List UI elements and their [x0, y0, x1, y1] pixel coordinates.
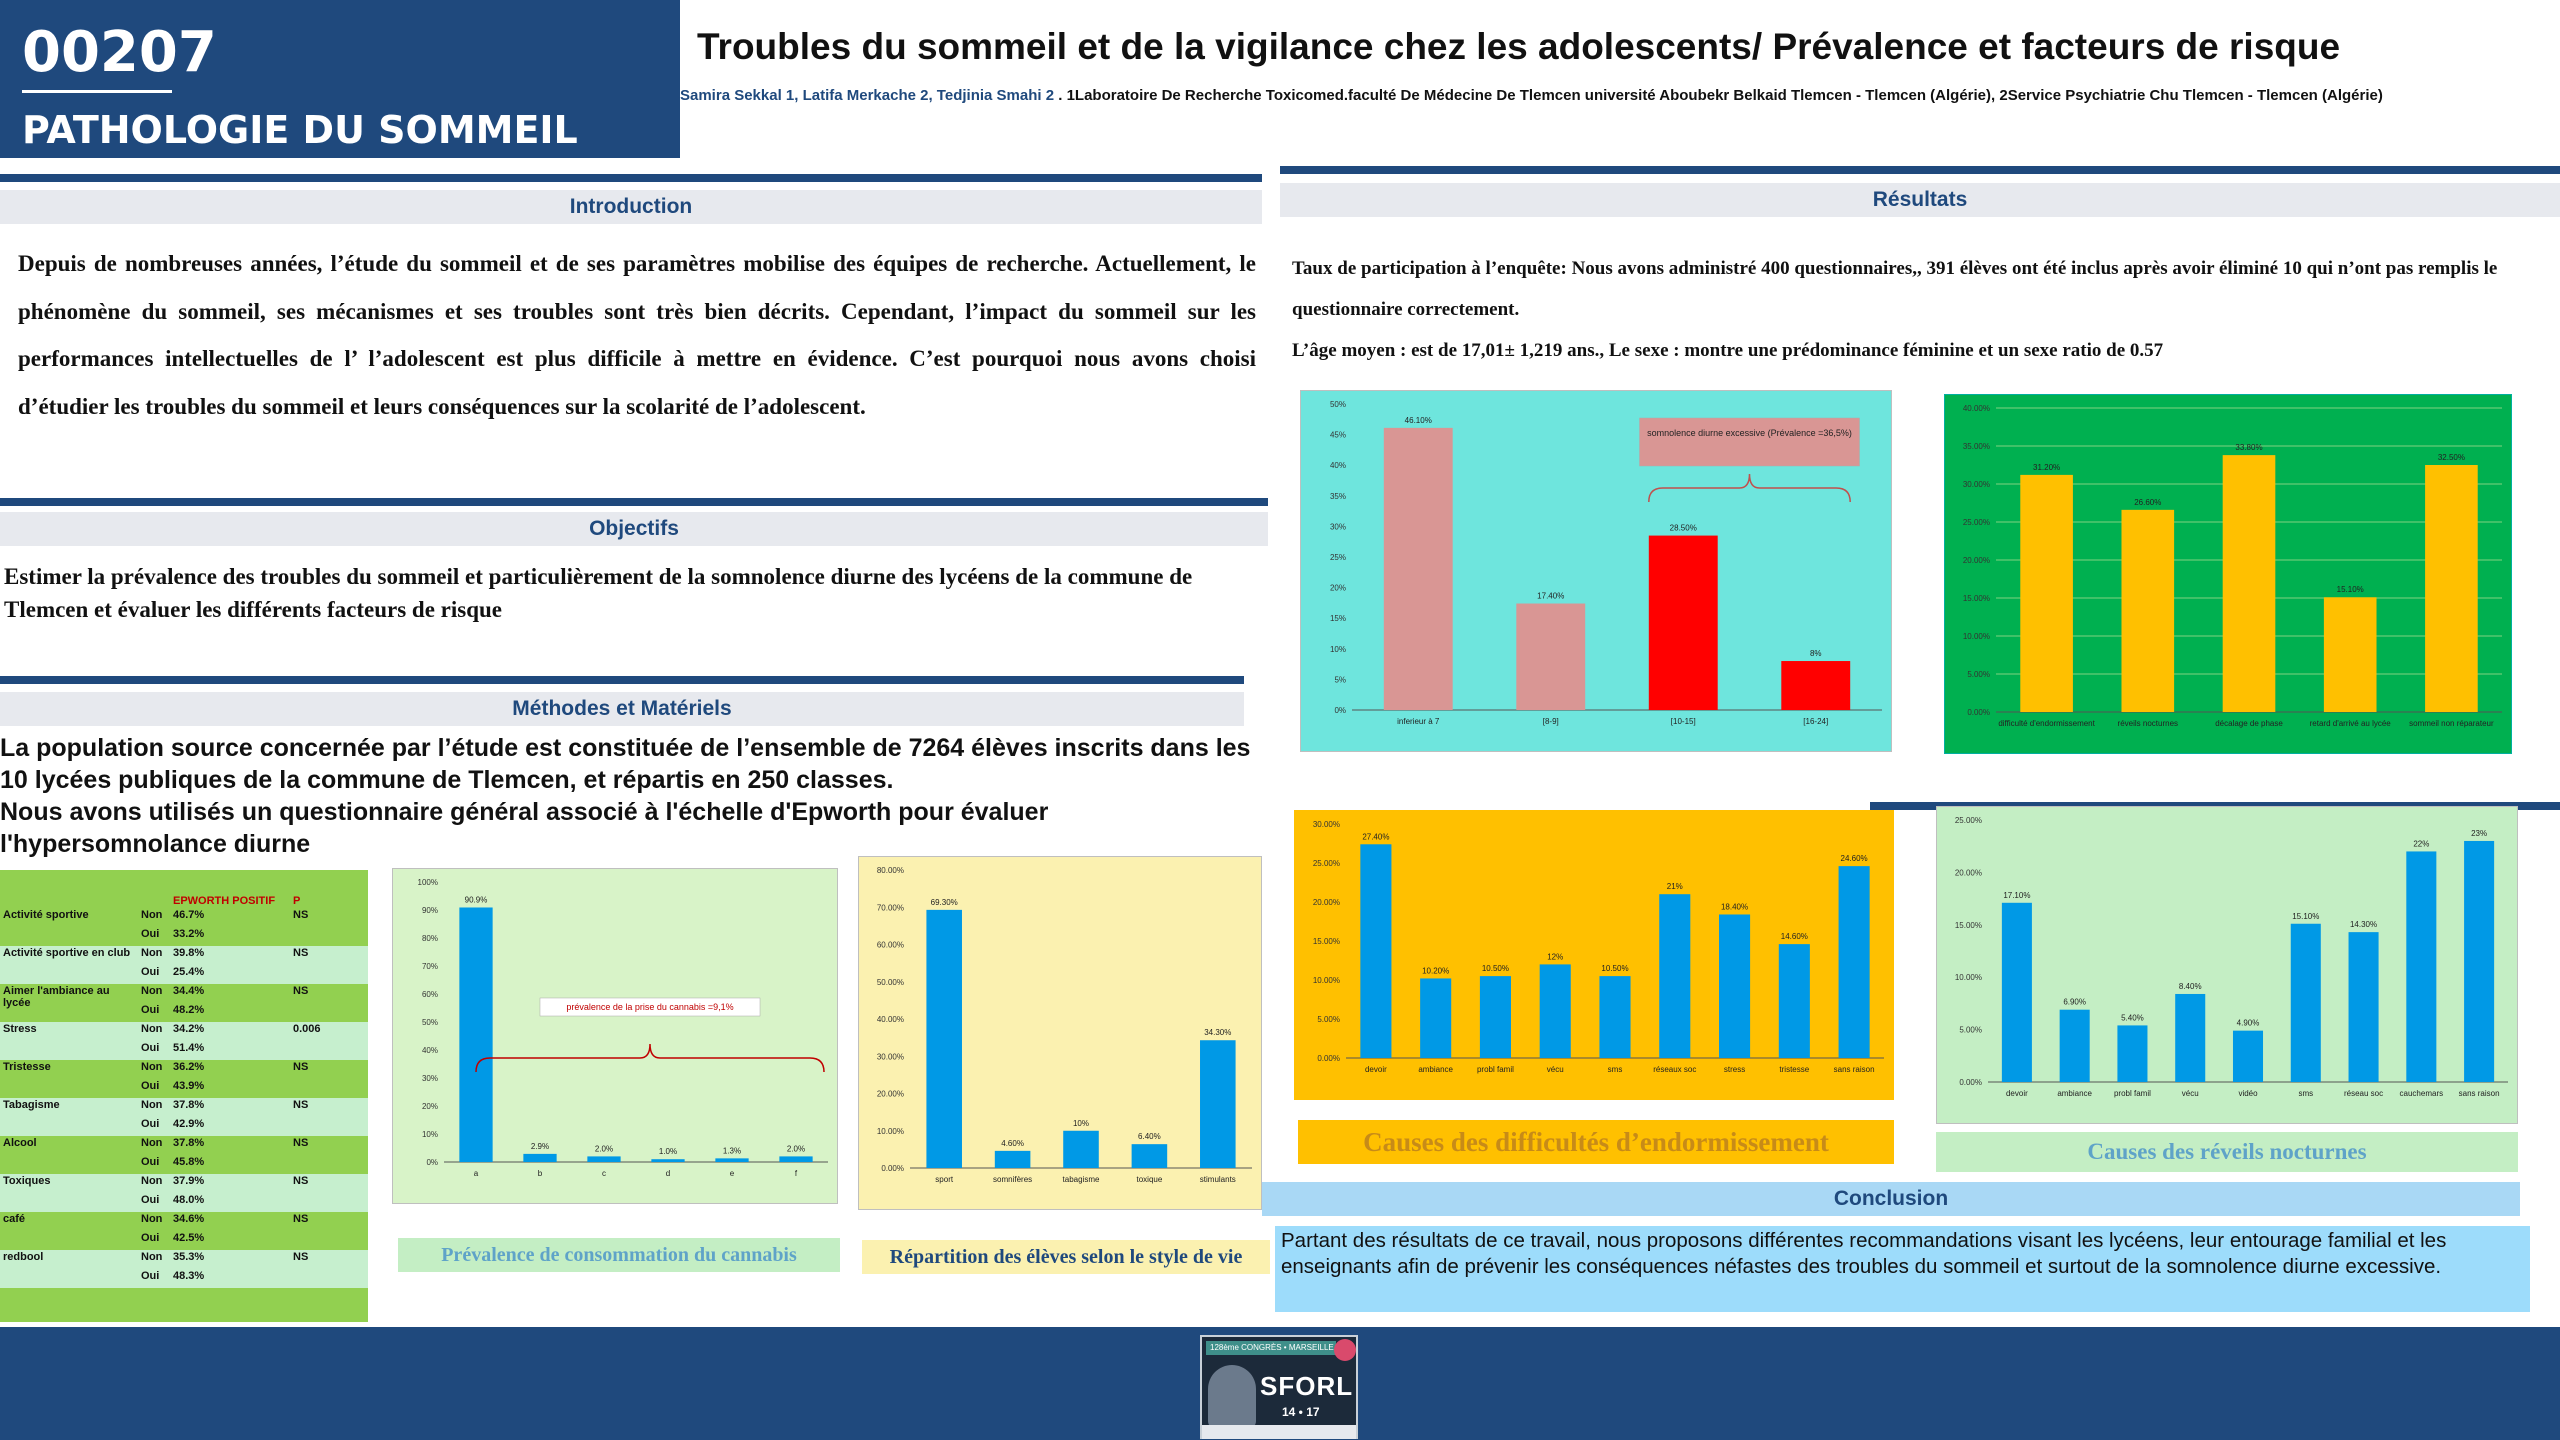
x-tick-label: a	[473, 1169, 479, 1178]
x-tick-label: cauchemars	[2399, 1089, 2444, 1098]
non-label: Non	[141, 1213, 163, 1225]
participation-text: : Nous avons administré 400 questionnaires,, 391 élèves ont été inclus après avoir éliminé 10 qui n’ont pas remplis le questionnaire correctement.	[1292, 258, 2498, 320]
logo-badge-icon	[1334, 1339, 1356, 1361]
oui-value: 45.8%	[173, 1156, 205, 1168]
logo-name: SFORL	[1260, 1371, 1354, 1401]
y-tick-label: 10.00%	[1312, 976, 1340, 985]
non-value: 37.8%	[170, 1098, 290, 1117]
bar	[2349, 932, 2379, 1082]
data-label: 4.60%	[1001, 1138, 1024, 1148]
x-tick-label: vécu	[2181, 1089, 2199, 1098]
x-tick-label: b	[537, 1169, 543, 1178]
data-label: 10.20%	[1422, 966, 1450, 976]
x-tick-label: tristesse	[1779, 1065, 1810, 1074]
x-tick-label: sans raison	[1833, 1065, 1875, 1074]
oui-label: Oui	[141, 1232, 160, 1244]
y-tick-label: 45%	[1329, 430, 1346, 440]
data-label: 28.50%	[1669, 523, 1697, 533]
non-label: Non	[141, 909, 163, 921]
y-tick-label: 20%	[421, 1102, 438, 1111]
non-label: Non	[141, 1061, 163, 1073]
logo-portrait-icon	[1208, 1365, 1256, 1429]
resultats-heading: Résultats	[1280, 183, 2560, 217]
y-tick-label: 15.00%	[1312, 937, 1340, 946]
bar	[1659, 894, 1690, 1058]
divider	[22, 90, 172, 93]
non-label: Non	[141, 1137, 163, 1149]
table-row	[0, 1174, 368, 1193]
y-tick-label: 70%	[421, 962, 438, 971]
factor-cell: Alcool	[3, 1137, 37, 1149]
oui-value: 42.9%	[170, 1117, 290, 1136]
data-label: 6.90%	[2063, 997, 2087, 1007]
table-row	[0, 1250, 368, 1269]
data-label: 8.40%	[2178, 981, 2202, 991]
y-tick-label: 50%	[1329, 400, 1346, 409]
bar	[1384, 428, 1453, 710]
x-tick-label: probl famil	[1476, 1065, 1514, 1074]
y-tick-label: 25.00%	[1962, 518, 1990, 527]
section-bar	[0, 498, 1268, 506]
x-tick-label: tabagisme	[1062, 1175, 1100, 1184]
p-value: NS	[293, 1213, 309, 1225]
introduction-heading: Introduction	[0, 190, 1262, 224]
data-label: 90.9%	[464, 895, 488, 905]
data-label: 18.40%	[1720, 902, 1749, 912]
data-label: 21%	[1666, 882, 1683, 892]
y-tick-label: 20%	[1329, 583, 1346, 593]
data-label: 2.0%	[594, 1144, 614, 1154]
y-tick-label: 10%	[421, 1130, 438, 1139]
y-tick-label: 20.00%	[1954, 868, 1982, 878]
y-tick-label: 0%	[426, 1158, 438, 1167]
objectifs-heading: Objectifs	[0, 512, 1268, 546]
x-tick-label: sans raison	[2458, 1089, 2500, 1098]
p-header: P	[290, 870, 368, 908]
resultats-line-1	[1292, 248, 2522, 330]
non-label: Non	[138, 946, 170, 965]
x-tick-label: sms	[2298, 1089, 2314, 1098]
x-tick-label: [8-9]	[1542, 717, 1559, 726]
factor-cell: redbool	[0, 1250, 138, 1288]
bar	[1540, 964, 1571, 1058]
oui-label: Oui	[138, 1269, 170, 1288]
introduction-text: Depuis de nombreuses années, l’étude du sommeil et de ses paramètres mobilise des équipes de recherche. Actuellement, le phénomène du sommeil, ses mécanismes et ses troubles sont très bien décrits. Cependant, l’impact du sommeil sur les performances intellectuelles de l’ l’adolescent est plus difficile à mettre en évidence. C’est pourquoi nous avons choisi d’étudier les troubles du sommeil et leurs conséquences sur la scolarité de l’adolescent.	[18, 251, 1256, 419]
table-row	[0, 1212, 368, 1231]
y-tick-label: 30.00%	[1312, 820, 1340, 829]
non-label: Non	[141, 985, 163, 997]
data-label: 17.10%	[2003, 890, 2031, 900]
y-tick-label: 5.00%	[1317, 1015, 1340, 1024]
non-value: 34.6%	[173, 1213, 205, 1225]
table-row	[0, 984, 368, 1003]
data-label: 4.90%	[2236, 1018, 2260, 1028]
bar	[2223, 455, 2276, 712]
y-tick-label: 40.00%	[1962, 404, 1990, 413]
non-label: Non	[138, 1022, 170, 1041]
poster-topic: PATHOLOGIE DU SOMMEIL	[22, 108, 578, 152]
data-label: 26.60%	[2134, 497, 2162, 507]
x-tick-label: inferieur à 7	[1397, 717, 1440, 726]
bar	[715, 1158, 748, 1162]
data-label: 15.10%	[2292, 911, 2320, 921]
x-tick-label: vidéo	[2238, 1089, 2258, 1098]
factor-cell: Toxiques	[0, 1174, 138, 1212]
oui-label: Oui	[138, 1117, 170, 1136]
p-value: NS	[290, 1098, 368, 1136]
bar	[1480, 976, 1511, 1058]
factor-cell: Tabagisme	[0, 1098, 138, 1136]
caption-reveils: Causes des réveils nocturnes	[1936, 1132, 2518, 1172]
bar	[1063, 1131, 1099, 1168]
y-tick-label: 80%	[421, 934, 438, 943]
authors	[680, 86, 2510, 106]
data-label: 22%	[2413, 839, 2430, 849]
x-tick-label: décalage de phase	[2215, 719, 2283, 728]
bar	[1781, 661, 1850, 710]
non-value: 34.2%	[170, 1022, 290, 1041]
bar	[2002, 903, 2032, 1082]
bar	[1200, 1040, 1236, 1168]
section-bar	[1280, 166, 2560, 174]
factor-cell: Tristesse	[3, 1061, 51, 1073]
chart-age-somnolence	[1300, 390, 1892, 752]
bar	[1132, 1144, 1168, 1168]
x-tick-label: sport	[935, 1175, 954, 1184]
logo-dates: 14 • 17	[1282, 1405, 1320, 1419]
annotation-text: somnolence diurne excessive (Prévalence =36,5%)	[1647, 428, 1852, 438]
y-tick-label: 60.00%	[876, 940, 904, 950]
non-value: 39.8%	[170, 946, 290, 965]
non-value: 35.3%	[170, 1250, 290, 1269]
epworth-table	[0, 870, 368, 1322]
bar	[2425, 465, 2478, 712]
non-value: 37.9%	[170, 1174, 290, 1193]
bar	[2464, 841, 2494, 1082]
table-row	[0, 946, 368, 965]
y-tick-label: 10.00%	[876, 1126, 904, 1136]
y-tick-label: 5.00%	[1967, 670, 1990, 679]
data-label: 32.50%	[2437, 453, 2465, 462]
y-tick-label: 15%	[1329, 614, 1346, 624]
participation-label: Taux de participation à l’enquête	[1292, 258, 1561, 279]
y-tick-label: 30.00%	[1962, 480, 1990, 489]
y-tick-label: 35%	[1329, 491, 1346, 501]
bar	[2060, 1010, 2090, 1082]
y-tick-label: 25.00%	[1954, 816, 1982, 825]
p-value: NS	[293, 909, 309, 921]
x-tick-label: vécu	[1546, 1065, 1564, 1074]
p-value: NS	[293, 985, 309, 997]
non-value: 36.2%	[173, 1061, 205, 1073]
poster-id-box	[0, 0, 680, 158]
non-value: 34.4%	[173, 985, 205, 997]
caption-cannabis: Prévalence de consommation du cannabis	[398, 1238, 840, 1272]
y-tick-label: 30%	[421, 1074, 438, 1083]
y-tick-label: 30.00%	[876, 1052, 904, 1062]
bar	[459, 907, 492, 1162]
caption-endormissement: Causes des difficultés d’endormissement	[1298, 1120, 1894, 1164]
data-label: 8%	[1809, 649, 1822, 659]
poster-id: 00207	[22, 20, 217, 85]
bar	[2117, 1025, 2147, 1082]
data-label: 33.80%	[2235, 443, 2263, 453]
table-row	[0, 1098, 368, 1117]
data-label: 17.40%	[1537, 591, 1565, 601]
resultats-text	[1292, 248, 2522, 371]
data-label: 46.10%	[1404, 415, 1432, 425]
non-value: 37.8%	[173, 1137, 205, 1149]
methodes-heading: Méthodes et Matériels	[0, 692, 1244, 726]
bar	[1599, 976, 1630, 1058]
conclusion-text: Partant des résultats de ce travail, nous proposons différentes recommandations visant les lycéens, leur entourage familial et les enseignants afin de prévenir les conséquences néfastes des troubles du sommeil et surtout de la somnolence diurne excessive.	[1275, 1226, 2530, 1312]
y-tick-label: 40.00%	[876, 1015, 904, 1024]
data-label: 10%	[1072, 1118, 1090, 1128]
non-value: 46.7%	[173, 909, 205, 921]
x-tick-label: ambiance	[1418, 1065, 1454, 1074]
annotation-text: prévalence de la prise du cannabis =9,1%	[566, 1002, 734, 1012]
methodes-text	[0, 732, 1275, 860]
oui-label: Oui	[138, 1041, 170, 1060]
table-row	[0, 1022, 368, 1041]
oui-label: Oui	[141, 928, 160, 940]
factor-cell: Aimer l'ambiance au lycée	[3, 985, 110, 1009]
x-tick-label: devoir	[2005, 1089, 2028, 1098]
y-tick-label: 10%	[1329, 644, 1346, 654]
chart-reveils	[1936, 806, 2518, 1124]
data-label: 14.30%	[2349, 920, 2378, 930]
y-tick-label: 40%	[421, 1046, 438, 1055]
data-label: 24.60%	[1840, 854, 1868, 864]
oui-value: 33.2%	[173, 928, 205, 940]
y-tick-label: 30%	[1329, 522, 1346, 532]
y-tick-label: 20.00%	[1312, 898, 1340, 907]
bar	[2406, 851, 2436, 1082]
bar	[2175, 994, 2205, 1082]
x-tick-label: e	[729, 1169, 735, 1178]
data-label: 1.0%	[658, 1147, 678, 1157]
oui-value: 48.3%	[170, 1269, 290, 1288]
y-tick-label: 0%	[1334, 706, 1346, 715]
objectifs-text: Estimer la prévalence des troubles du sommeil et particulièrement de la somnolence diurne des lycéens de la commune de Tlemcen et évaluer les différents facteurs de risque	[4, 564, 1193, 622]
factor-cell: Activité sportive	[3, 909, 89, 921]
bar	[2324, 597, 2377, 712]
data-label: 2.9%	[530, 1141, 550, 1151]
bar	[1516, 604, 1585, 710]
bar	[995, 1151, 1031, 1168]
y-tick-label: 20.00%	[876, 1089, 904, 1099]
oui-value: 43.9%	[173, 1080, 205, 1092]
y-tick-label: 15.00%	[1962, 594, 1990, 603]
y-tick-label: 0.00%	[881, 1164, 904, 1173]
bar	[2020, 475, 2073, 712]
bar	[2233, 1031, 2263, 1082]
y-tick-label: 35.00%	[1962, 442, 1990, 451]
chart-background	[392, 868, 838, 1204]
factor-cell: Stress	[0, 1022, 138, 1060]
x-tick-label: réseaux soc	[1653, 1065, 1697, 1074]
y-tick-label: 10.00%	[1954, 973, 1982, 983]
y-tick-label: 20.00%	[1962, 556, 1990, 565]
y-tick-label: 100%	[417, 878, 438, 887]
table-row	[0, 1136, 368, 1155]
non-label: Non	[138, 1174, 170, 1193]
bar	[651, 1159, 684, 1162]
data-label: 10.50%	[1481, 964, 1510, 974]
p-value: NS	[290, 1174, 368, 1212]
x-tick-label: somnifères	[993, 1175, 1033, 1184]
x-tick-label: sommeil non réparateur	[2409, 719, 2494, 728]
methodes-text-1: La population source concernée par l’étude est constituée de l’ensemble de 7264 élèves inscrits dans les 10 lycées publiques de la commune de Tlemcen, et répartis en 250 classes.	[0, 734, 1251, 794]
y-tick-label: 60%	[421, 990, 438, 999]
bar	[1839, 866, 1870, 1058]
sforl-logo	[1200, 1335, 1358, 1439]
bar	[1779, 944, 1810, 1058]
y-tick-label: 0.00%	[1967, 708, 1990, 717]
section-bar	[0, 676, 1244, 684]
oui-label: Oui	[141, 1004, 160, 1016]
bar	[523, 1154, 556, 1162]
x-tick-label: d	[665, 1169, 671, 1178]
y-tick-label: 5.00%	[1959, 1025, 1982, 1035]
factor-cell: Activité sportive en club	[0, 946, 138, 984]
x-tick-label: toxique	[1136, 1175, 1163, 1184]
y-tick-label: 15.00%	[1954, 920, 1982, 930]
bar	[1649, 536, 1718, 710]
table-row	[0, 908, 368, 927]
chart-style-vie	[858, 856, 1262, 1210]
bar	[779, 1156, 812, 1162]
x-tick-label: stress	[1723, 1065, 1746, 1074]
x-tick-label: c	[602, 1169, 606, 1178]
epworth-header: EPWORTH POSITIF	[170, 870, 290, 908]
y-tick-label: 50%	[421, 1018, 438, 1027]
data-label: 12%	[1547, 952, 1564, 962]
bar	[2291, 924, 2321, 1082]
y-tick-label: 50.00%	[876, 977, 904, 987]
bar	[926, 910, 962, 1168]
oui-value: 51.4%	[170, 1041, 290, 1060]
x-tick-label: ambiance	[2057, 1089, 2093, 1098]
methodes-text-2: Nous avons utilisés un questionnaire général associé à l'échelle d'Epworth pour évaluer l'hypersomnolance diurne	[0, 798, 1049, 858]
y-tick-label: 5%	[1334, 675, 1346, 685]
oui-label: Oui	[141, 1080, 160, 1092]
resultats-line-2: L’âge moyen : est de 17,01± 1,219 ans., Le sexe : montre une prédominance féminine et un sexe ratio de 0.57	[1292, 340, 2164, 361]
x-tick-label: réseau soc	[2343, 1089, 2384, 1098]
y-tick-label: 80.00%	[876, 866, 904, 875]
conclusion-heading: Conclusion	[1262, 1182, 2520, 1216]
non-label: Non	[138, 1250, 170, 1269]
x-tick-label: difficulté d'endormissement	[1998, 719, 2095, 728]
x-tick-label: devoir	[1364, 1065, 1387, 1074]
data-label: 6.40%	[1138, 1132, 1161, 1142]
x-tick-label: [16-24]	[1803, 717, 1829, 726]
bar	[1420, 978, 1451, 1058]
oui-value: 48.2%	[173, 1004, 205, 1016]
oui-value: 25.4%	[170, 965, 290, 984]
oui-value: 42.5%	[173, 1232, 205, 1244]
data-label: 15.10%	[2336, 585, 2364, 595]
bar	[1719, 914, 1750, 1058]
author-names: Samira Sekkal 1, Latifa Merkache 2, Tedjinia Smahi 2	[680, 87, 1055, 104]
factor-cell: café	[3, 1213, 26, 1225]
y-tick-label: 10.00%	[1962, 632, 1990, 641]
x-tick-label: stimulants	[1199, 1175, 1236, 1184]
data-label: 31.20%	[2033, 462, 2061, 472]
data-label: 10.50%	[1601, 964, 1629, 974]
x-tick-label: retard d'arrivé au lycée	[2309, 719, 2391, 728]
chart-cannabis	[392, 868, 838, 1204]
y-tick-label: 70.00%	[876, 903, 904, 913]
logo-partner-strip	[1202, 1425, 1356, 1439]
data-label: 14.60%	[1780, 932, 1808, 942]
table-row	[0, 1060, 368, 1079]
data-label: 27.40%	[1362, 832, 1390, 842]
p-value: 0.006	[290, 1022, 368, 1060]
data-label: 1.3%	[722, 1146, 742, 1156]
p-value: NS	[290, 1250, 368, 1288]
data-label: 5.40%	[2121, 1013, 2144, 1023]
data-label: 23%	[2471, 828, 2488, 838]
logo-banner: 128ème CONGRÈS • MARSEILLE	[1206, 1341, 1336, 1355]
poster-title: Troubles du sommeil et de la vigilance chez les adolescents/ Prévalence et facteurs de risque	[697, 26, 2341, 67]
x-tick-label: probl famil	[2113, 1089, 2151, 1098]
oui-label: Oui	[138, 965, 170, 984]
bar	[1360, 844, 1391, 1058]
bar	[587, 1156, 620, 1162]
section-bar	[0, 174, 1262, 182]
y-tick-label: 25.00%	[1312, 859, 1340, 868]
oui-value: 48.0%	[170, 1193, 290, 1212]
non-label: Non	[138, 1098, 170, 1117]
oui-label: Oui	[138, 1193, 170, 1212]
y-tick-label: 0.00%	[1959, 1078, 1982, 1087]
p-value: NS	[293, 1061, 309, 1073]
oui-label: Oui	[141, 1156, 160, 1168]
p-value: NS	[290, 946, 368, 984]
y-tick-label: 25%	[1329, 553, 1346, 562]
chart-endormissement	[1294, 810, 1894, 1100]
x-tick-label: [10-15]	[1670, 717, 1696, 726]
caption-style-vie: Répartition des élèves selon le style de vie	[862, 1240, 1270, 1274]
x-tick-label: f	[794, 1169, 798, 1178]
data-label: 34.30%	[1204, 1028, 1232, 1038]
chart-troubles-sommeil	[1944, 394, 2512, 754]
p-value: NS	[293, 1137, 309, 1149]
y-tick-label: 40%	[1329, 461, 1346, 471]
bar	[2121, 510, 2174, 712]
data-label: 2.0%	[786, 1144, 806, 1154]
affiliations: . 1Laboratoire De Recherche Toxicomed.faculté De Médecine De Tlemcen université Aboubekr Belkaid Tlemcen - Tlemcen (Algérie), 2Service Psychiatrie Chu Tlemcen - Tlemcen (Algérie)	[1054, 87, 2383, 104]
x-tick-label: sms	[1607, 1065, 1623, 1074]
data-label: 69.30%	[930, 897, 958, 907]
x-tick-label: réveils nocturnes	[2117, 719, 2179, 728]
y-tick-label: 0.00%	[1317, 1054, 1340, 1063]
y-tick-label: 90%	[421, 906, 438, 915]
